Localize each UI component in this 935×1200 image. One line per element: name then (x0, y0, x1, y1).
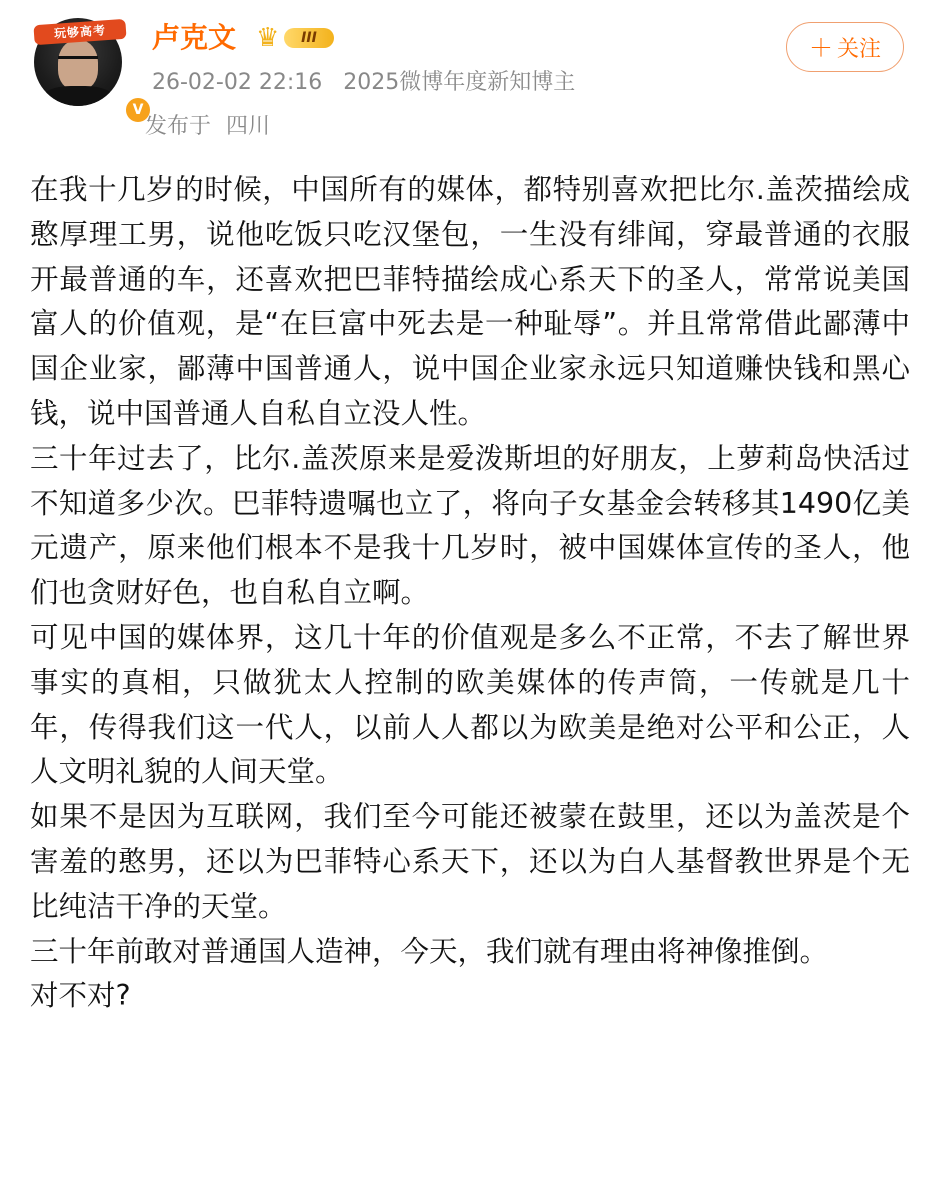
post-timestamp: 26-02-02 22:16 (152, 70, 323, 95)
post-meta (152, 68, 575, 98)
vip-badge[interactable] (256, 24, 334, 52)
plus-icon: ＋ (808, 34, 833, 62)
post-paragraph: 对不对? (30, 979, 131, 1013)
post-paragraph: 三十年过去了，比尔.盖茨原来是爱泼斯坦的好朋友，上萝莉岛快活过不知道多少次。巴菲特遗嘱也立了，将向子女基金会转移其1490亿美元遗产，原来他们根本不是我十几岁时，被中国媒体宣传的圣人，他们也贪财好色，也自私自立啊。 (30, 441, 910, 610)
location-name: 四川 (226, 114, 271, 139)
user-name[interactable]: 卢克文 (152, 21, 237, 54)
crown-icon: ♛ (256, 23, 280, 53)
avatar-badge: 玩够高考 (33, 19, 126, 45)
vip-level: III (284, 28, 334, 48)
avatar[interactable] (34, 18, 144, 118)
verified-icon: V (124, 96, 152, 124)
post-location (145, 112, 270, 142)
follow-button[interactable] (786, 22, 904, 72)
post-paragraph: 可见中国的媒体界，这几十年的价值观是多么不正常，不去了解世界事实的真相，只做犹太人控制的欧美媒体的传声筒，一传就是几十年，传得我们这一代人，以前人人都以为欧美是绝对公平和公正，人人文明礼貌的人间天堂。 (30, 620, 910, 789)
title-badge[interactable]: 2025微博年度新知博主 (343, 70, 576, 95)
post-paragraph: 在我十几岁的时候，中国所有的媒体，都特别喜欢把比尔.盖茨描绘成憨厚理工男，说他吃饭只吃汉堡包，一生没有绯闻，穿最普通的衣服开最普通的车，还喜欢把巴菲特描绘成心系天下的圣人，常常说美国富人的价值观，是“在巨富中死去是一种耻辱”。并且常常借此鄙薄中国企业家，鄙薄中国普通人，说中国企业家永远只知道赚快钱和黑心钱，说中国普通人自私自立没人性。 (30, 173, 910, 430)
follow-label: 关注 (836, 37, 881, 62)
post-body (30, 168, 910, 1019)
post-paragraph: 三十年前敢对普通国人造神，今天，我们就有理由将神像推倒。 (30, 934, 829, 968)
post-header (0, 0, 935, 150)
post-paragraph: 如果不是因为互联网，我们至今可能还被蒙在鼓里，还以为盖茨是个害羞的憨男，还以为巴菲特心系天下，还以为白人基督教世界是个无比纯洁干净的天堂。 (30, 800, 910, 923)
location-prefix: 发布于 (145, 114, 212, 139)
